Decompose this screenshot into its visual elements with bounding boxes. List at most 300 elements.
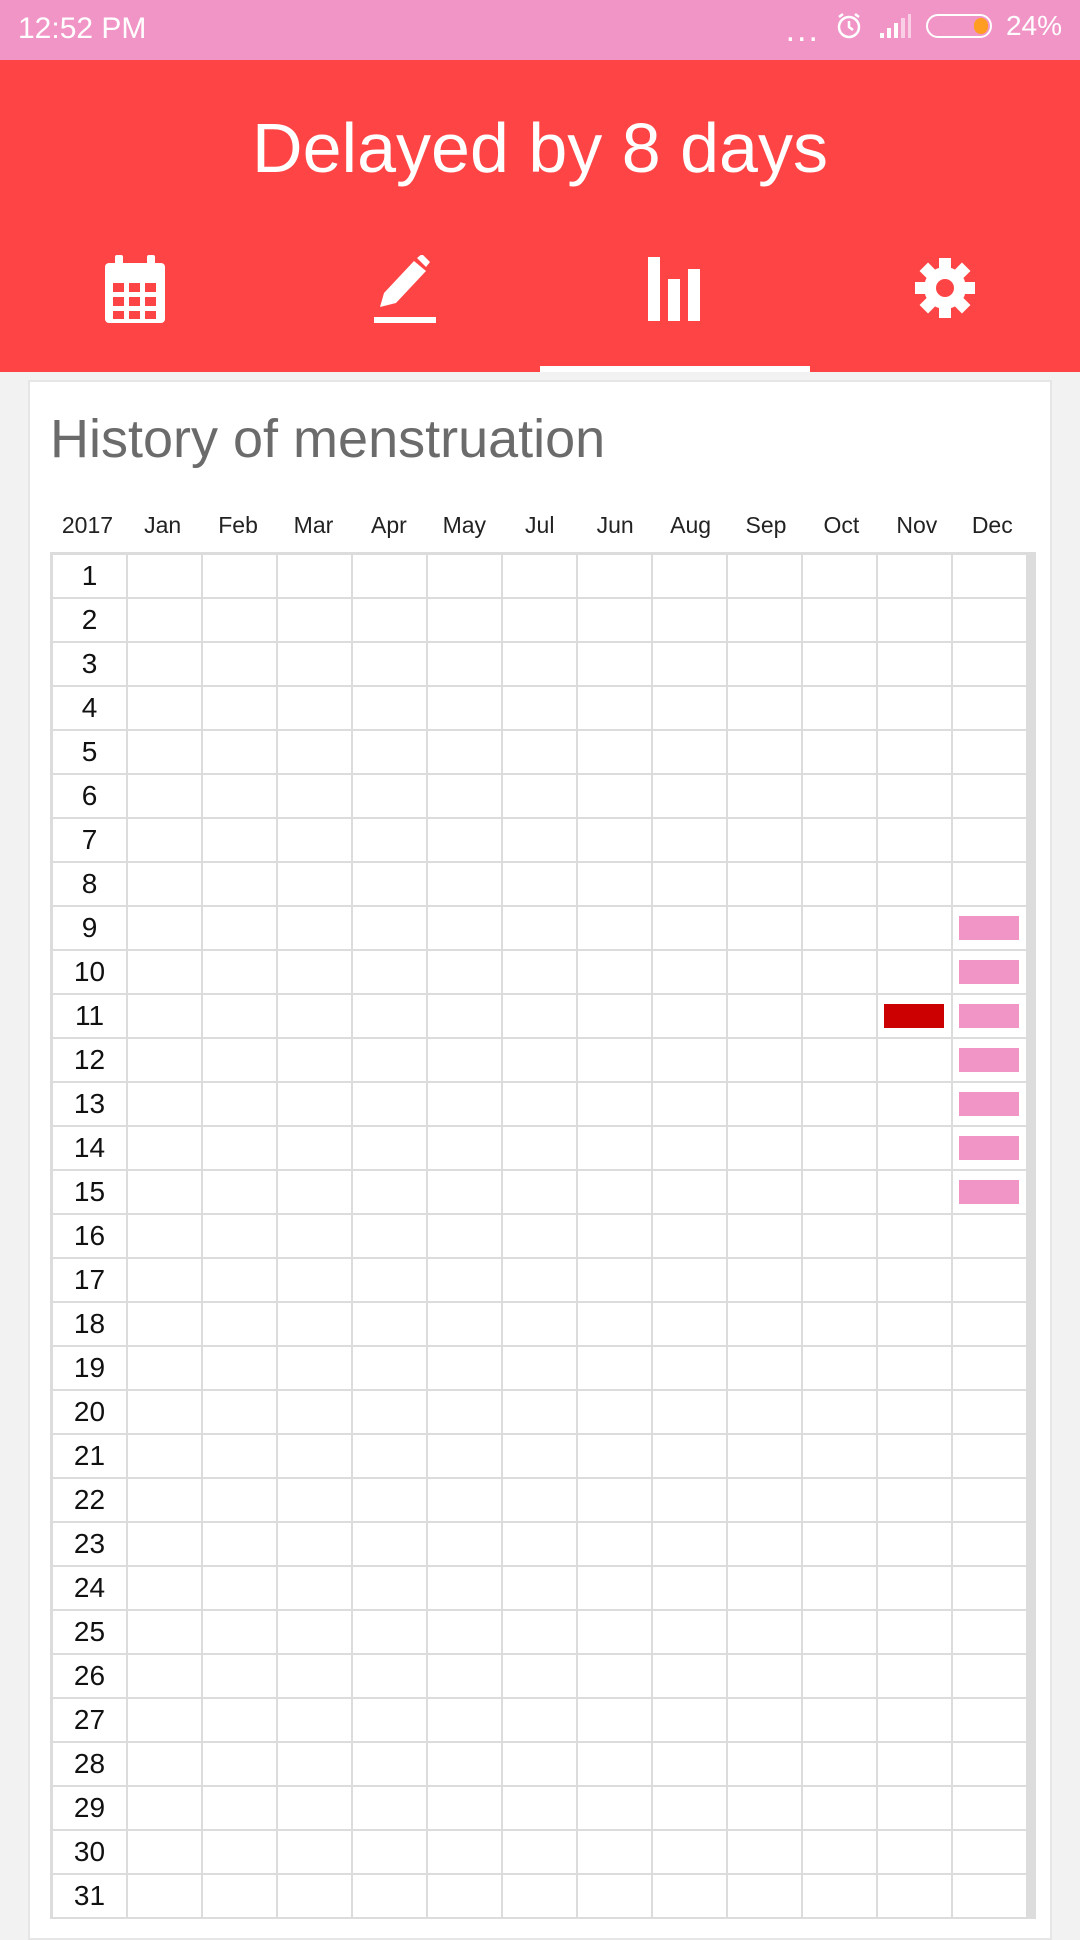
day-cell[interactable] [278,1215,353,1259]
day-cell[interactable] [803,1787,878,1831]
day-cell[interactable] [278,1303,353,1347]
day-cell[interactable] [203,1347,278,1391]
day-cell[interactable] [803,1303,878,1347]
day-cell[interactable] [728,1787,803,1831]
day-cell[interactable] [653,1831,728,1875]
day-cell[interactable] [878,555,953,599]
day-cell[interactable] [653,731,728,775]
day-cell[interactable] [653,995,728,1039]
day-cell[interactable] [428,1787,503,1831]
day-cell[interactable] [953,1567,1028,1611]
day-cell[interactable] [278,1171,353,1215]
day-cell[interactable] [878,1655,953,1699]
day-cell[interactable] [428,1039,503,1083]
day-cell[interactable] [803,775,878,819]
day-cell[interactable] [803,1743,878,1787]
day-cell[interactable] [728,687,803,731]
day-cell[interactable] [803,1875,878,1919]
day-cell[interactable] [728,775,803,819]
day-cell[interactable] [728,951,803,995]
day-cell[interactable] [428,731,503,775]
day-cell[interactable] [803,599,878,643]
day-cell[interactable] [128,599,203,643]
day-cell[interactable] [278,731,353,775]
day-cell[interactable] [728,1039,803,1083]
day-cell[interactable] [353,1479,428,1523]
day-cell[interactable] [128,1039,203,1083]
day-cell[interactable] [353,1259,428,1303]
day-cell[interactable] [203,1611,278,1655]
day-cell[interactable] [203,731,278,775]
day-cell[interactable] [428,555,503,599]
day-cell[interactable] [878,819,953,863]
day-cell[interactable] [353,1611,428,1655]
day-cell[interactable] [953,1523,1028,1567]
day-cell[interactable] [128,1391,203,1435]
day-cell[interactable] [503,1347,578,1391]
day-cell[interactable] [278,907,353,951]
day-cell[interactable] [728,1083,803,1127]
day-cell[interactable] [878,687,953,731]
day-cell[interactable] [653,1215,728,1259]
day-cell[interactable] [578,1083,653,1127]
day-cell[interactable] [578,1171,653,1215]
day-cell[interactable] [653,1875,728,1919]
day-cell[interactable] [428,1523,503,1567]
day-cell[interactable] [278,1523,353,1567]
day-cell[interactable] [503,1831,578,1875]
day-cell[interactable] [878,1611,953,1655]
day-cell[interactable] [128,1611,203,1655]
day-cell[interactable] [878,907,953,951]
day-cell[interactable] [803,1083,878,1127]
day-cell[interactable] [203,1391,278,1435]
day-cell[interactable] [503,1435,578,1479]
day-cell[interactable] [278,1259,353,1303]
day-cell[interactable] [953,1347,1028,1391]
day-cell[interactable] [953,819,1028,863]
day-cell[interactable] [503,1039,578,1083]
day-cell[interactable] [428,1215,503,1259]
day-cell[interactable] [953,1259,1028,1303]
day-cell[interactable] [953,1083,1028,1127]
day-cell[interactable] [953,1611,1028,1655]
day-cell[interactable] [353,1435,428,1479]
day-cell[interactable] [428,1611,503,1655]
day-cell[interactable] [203,951,278,995]
day-cell[interactable] [878,1699,953,1743]
day-cell[interactable] [128,819,203,863]
day-cell[interactable] [653,1699,728,1743]
day-cell[interactable] [953,1699,1028,1743]
day-cell[interactable] [878,1479,953,1523]
day-cell[interactable] [953,1655,1028,1699]
day-cell[interactable] [653,1039,728,1083]
day-cell[interactable] [728,819,803,863]
day-cell[interactable] [428,687,503,731]
day-cell[interactable] [728,555,803,599]
day-cell[interactable] [578,1699,653,1743]
day-cell[interactable] [278,687,353,731]
day-cell[interactable] [728,1303,803,1347]
day-cell[interactable] [203,1743,278,1787]
day-cell[interactable] [353,1655,428,1699]
day-cell[interactable] [503,1655,578,1699]
day-cell[interactable] [653,1655,728,1699]
day-cell[interactable] [878,1083,953,1127]
day-cell[interactable] [353,599,428,643]
day-cell[interactable] [953,995,1028,1039]
day-cell[interactable] [578,951,653,995]
day-cell[interactable] [353,863,428,907]
day-cell[interactable] [353,1083,428,1127]
day-cell[interactable] [128,1083,203,1127]
day-cell[interactable] [278,1875,353,1919]
day-cell[interactable] [503,1171,578,1215]
day-cell[interactable] [953,1787,1028,1831]
day-cell[interactable] [503,863,578,907]
day-cell[interactable] [353,1127,428,1171]
day-cell[interactable] [653,775,728,819]
day-cell[interactable] [278,1039,353,1083]
day-cell[interactable] [428,863,503,907]
day-cell[interactable] [353,1743,428,1787]
day-cell[interactable] [128,951,203,995]
day-cell[interactable] [353,1523,428,1567]
day-cell[interactable] [803,1699,878,1743]
day-cell[interactable] [278,643,353,687]
day-cell[interactable] [503,1303,578,1347]
day-cell[interactable] [503,1391,578,1435]
day-cell[interactable] [203,995,278,1039]
day-cell[interactable] [953,1127,1028,1171]
day-cell[interactable] [353,643,428,687]
day-cell[interactable] [878,775,953,819]
day-cell[interactable] [428,1699,503,1743]
day-cell[interactable] [203,1303,278,1347]
day-cell[interactable] [578,1259,653,1303]
day-cell[interactable] [653,1303,728,1347]
day-cell[interactable] [728,599,803,643]
day-cell[interactable] [803,1831,878,1875]
day-cell[interactable] [128,731,203,775]
day-cell[interactable] [353,1567,428,1611]
day-cell[interactable] [953,1171,1028,1215]
day-cell[interactable] [503,555,578,599]
day-cell[interactable] [803,1215,878,1259]
day-cell[interactable] [653,1523,728,1567]
day-cell[interactable] [803,1171,878,1215]
day-cell[interactable] [128,1127,203,1171]
day-cell[interactable] [128,555,203,599]
day-cell[interactable] [653,687,728,731]
day-cell[interactable] [278,775,353,819]
day-cell[interactable] [953,599,1028,643]
day-cell[interactable] [203,1655,278,1699]
day-cell[interactable] [803,1127,878,1171]
day-cell[interactable] [278,995,353,1039]
day-cell[interactable] [728,1567,803,1611]
day-cell[interactable] [653,555,728,599]
day-cell[interactable] [353,1787,428,1831]
day-cell[interactable] [878,1391,953,1435]
day-cell[interactable] [503,907,578,951]
day-cell[interactable] [653,1391,728,1435]
day-cell[interactable] [578,1787,653,1831]
day-cell[interactable] [803,995,878,1039]
day-cell[interactable] [578,1215,653,1259]
day-cell[interactable] [878,1567,953,1611]
day-cell[interactable] [428,1347,503,1391]
day-cell[interactable] [128,1479,203,1523]
day-cell[interactable] [428,1171,503,1215]
day-cell[interactable] [428,1127,503,1171]
day-cell[interactable] [878,1259,953,1303]
day-cell[interactable] [878,599,953,643]
day-cell[interactable] [653,1259,728,1303]
day-cell[interactable] [353,1699,428,1743]
day-cell[interactable] [278,1347,353,1391]
day-cell[interactable] [353,819,428,863]
day-cell[interactable] [653,1567,728,1611]
day-cell[interactable] [578,1875,653,1919]
day-cell[interactable] [278,555,353,599]
day-cell[interactable] [353,1875,428,1919]
day-cell[interactable] [728,1127,803,1171]
day-cell[interactable] [653,1787,728,1831]
day-cell[interactable] [953,1479,1028,1523]
day-cell[interactable] [878,995,953,1039]
day-cell[interactable] [278,1391,353,1435]
day-cell[interactable] [203,1479,278,1523]
day-cell[interactable] [428,1567,503,1611]
day-cell[interactable] [428,1083,503,1127]
day-cell[interactable] [353,1303,428,1347]
day-cell[interactable] [653,599,728,643]
day-cell[interactable] [803,555,878,599]
day-cell[interactable] [203,687,278,731]
day-cell[interactable] [653,1611,728,1655]
day-cell[interactable] [128,1435,203,1479]
day-cell[interactable] [878,1171,953,1215]
day-cell[interactable] [353,1215,428,1259]
day-cell[interactable] [353,1347,428,1391]
day-cell[interactable] [278,1655,353,1699]
day-cell[interactable] [503,1127,578,1171]
day-cell[interactable] [803,1479,878,1523]
day-cell[interactable] [878,1875,953,1919]
day-cell[interactable] [878,1215,953,1259]
day-cell[interactable] [428,1435,503,1479]
day-cell[interactable] [653,1127,728,1171]
day-cell[interactable] [803,1567,878,1611]
day-cell[interactable] [503,1215,578,1259]
day-cell[interactable] [503,1699,578,1743]
day-cell[interactable] [128,1875,203,1919]
day-cell[interactable] [128,1831,203,1875]
day-cell[interactable] [803,1039,878,1083]
day-cell[interactable] [803,1391,878,1435]
day-cell[interactable] [503,1787,578,1831]
day-cell[interactable] [728,1479,803,1523]
day-cell[interactable] [503,819,578,863]
day-cell[interactable] [278,1567,353,1611]
day-cell[interactable] [953,907,1028,951]
day-cell[interactable] [953,1039,1028,1083]
day-cell[interactable] [353,731,428,775]
day-cell[interactable] [128,1699,203,1743]
day-cell[interactable] [428,1391,503,1435]
day-cell[interactable] [278,1083,353,1127]
day-cell[interactable] [728,731,803,775]
day-cell[interactable] [203,1083,278,1127]
day-cell[interactable] [878,643,953,687]
day-cell[interactable] [278,863,353,907]
day-cell[interactable] [428,1303,503,1347]
day-cell[interactable] [878,1347,953,1391]
day-cell[interactable] [503,1875,578,1919]
day-cell[interactable] [803,1523,878,1567]
day-cell[interactable] [953,1831,1028,1875]
day-cell[interactable] [953,863,1028,907]
day-cell[interactable] [278,1479,353,1523]
day-cell[interactable] [503,775,578,819]
day-cell[interactable] [728,1347,803,1391]
day-cell[interactable] [578,1611,653,1655]
day-cell[interactable] [128,1655,203,1699]
day-cell[interactable] [278,1435,353,1479]
day-cell[interactable] [653,1743,728,1787]
day-cell[interactable] [728,907,803,951]
day-cell[interactable] [578,1831,653,1875]
day-cell[interactable] [503,643,578,687]
day-cell[interactable] [578,1655,653,1699]
day-cell[interactable] [803,1259,878,1303]
day-cell[interactable] [953,951,1028,995]
day-cell[interactable] [128,1171,203,1215]
day-cell[interactable] [203,555,278,599]
day-cell[interactable] [353,951,428,995]
day-cell[interactable] [503,1523,578,1567]
day-cell[interactable] [578,731,653,775]
day-cell[interactable] [728,1435,803,1479]
day-cell[interactable] [278,1699,353,1743]
day-cell[interactable] [878,1743,953,1787]
day-cell[interactable] [578,555,653,599]
day-cell[interactable] [503,1479,578,1523]
day-cell[interactable] [278,1831,353,1875]
day-cell[interactable] [353,1171,428,1215]
day-cell[interactable] [953,1743,1028,1787]
day-cell[interactable] [428,643,503,687]
tab-history[interactable] [540,255,810,372]
day-cell[interactable] [578,1303,653,1347]
day-cell[interactable] [578,599,653,643]
day-cell[interactable] [653,907,728,951]
tab-notes[interactable] [270,255,540,372]
day-cell[interactable] [578,1127,653,1171]
day-cell[interactable] [428,599,503,643]
day-cell[interactable] [803,731,878,775]
day-cell[interactable] [728,863,803,907]
day-cell[interactable] [878,1435,953,1479]
day-cell[interactable] [878,1039,953,1083]
day-cell[interactable] [653,1347,728,1391]
day-cell[interactable] [653,1171,728,1215]
day-cell[interactable] [203,1127,278,1171]
day-cell[interactable] [653,1479,728,1523]
day-cell[interactable] [728,1259,803,1303]
day-cell[interactable] [128,775,203,819]
day-cell[interactable] [428,1259,503,1303]
day-cell[interactable] [428,907,503,951]
day-cell[interactable] [953,731,1028,775]
day-cell[interactable] [203,1523,278,1567]
day-cell[interactable] [578,1039,653,1083]
day-cell[interactable] [203,1435,278,1479]
day-cell[interactable] [128,1787,203,1831]
day-cell[interactable] [428,951,503,995]
day-cell[interactable] [203,1875,278,1919]
day-cell[interactable] [278,1787,353,1831]
day-cell[interactable] [428,1831,503,1875]
day-cell[interactable] [803,1435,878,1479]
day-cell[interactable] [953,555,1028,599]
day-cell[interactable] [878,863,953,907]
day-cell[interactable] [653,951,728,995]
day-cell[interactable] [128,1743,203,1787]
day-cell[interactable] [203,599,278,643]
day-cell[interactable] [878,1787,953,1831]
day-cell[interactable] [578,1347,653,1391]
day-cell[interactable] [503,1083,578,1127]
day-cell[interactable] [503,1743,578,1787]
day-cell[interactable] [128,1523,203,1567]
day-cell[interactable] [578,775,653,819]
day-cell[interactable] [353,907,428,951]
day-cell[interactable] [803,687,878,731]
day-cell[interactable] [503,1259,578,1303]
day-cell[interactable] [503,951,578,995]
day-cell[interactable] [578,819,653,863]
day-cell[interactable] [728,1743,803,1787]
day-cell[interactable] [128,863,203,907]
day-cell[interactable] [878,1523,953,1567]
day-cell[interactable] [278,1127,353,1171]
day-cell[interactable] [953,1435,1028,1479]
day-cell[interactable] [203,1831,278,1875]
day-cell[interactable] [578,1435,653,1479]
day-cell[interactable] [728,1391,803,1435]
day-cell[interactable] [578,643,653,687]
day-cell[interactable] [503,1611,578,1655]
day-cell[interactable] [203,1259,278,1303]
day-cell[interactable] [278,599,353,643]
day-cell[interactable] [803,643,878,687]
day-cell[interactable] [653,643,728,687]
day-cell[interactable] [653,1435,728,1479]
day-cell[interactable] [728,643,803,687]
day-cell[interactable] [653,863,728,907]
day-cell[interactable] [953,643,1028,687]
day-cell[interactable] [503,687,578,731]
day-cell[interactable] [653,1083,728,1127]
day-cell[interactable] [578,995,653,1039]
day-cell[interactable] [128,907,203,951]
day-cell[interactable] [428,775,503,819]
day-cell[interactable] [578,907,653,951]
day-cell[interactable] [353,555,428,599]
